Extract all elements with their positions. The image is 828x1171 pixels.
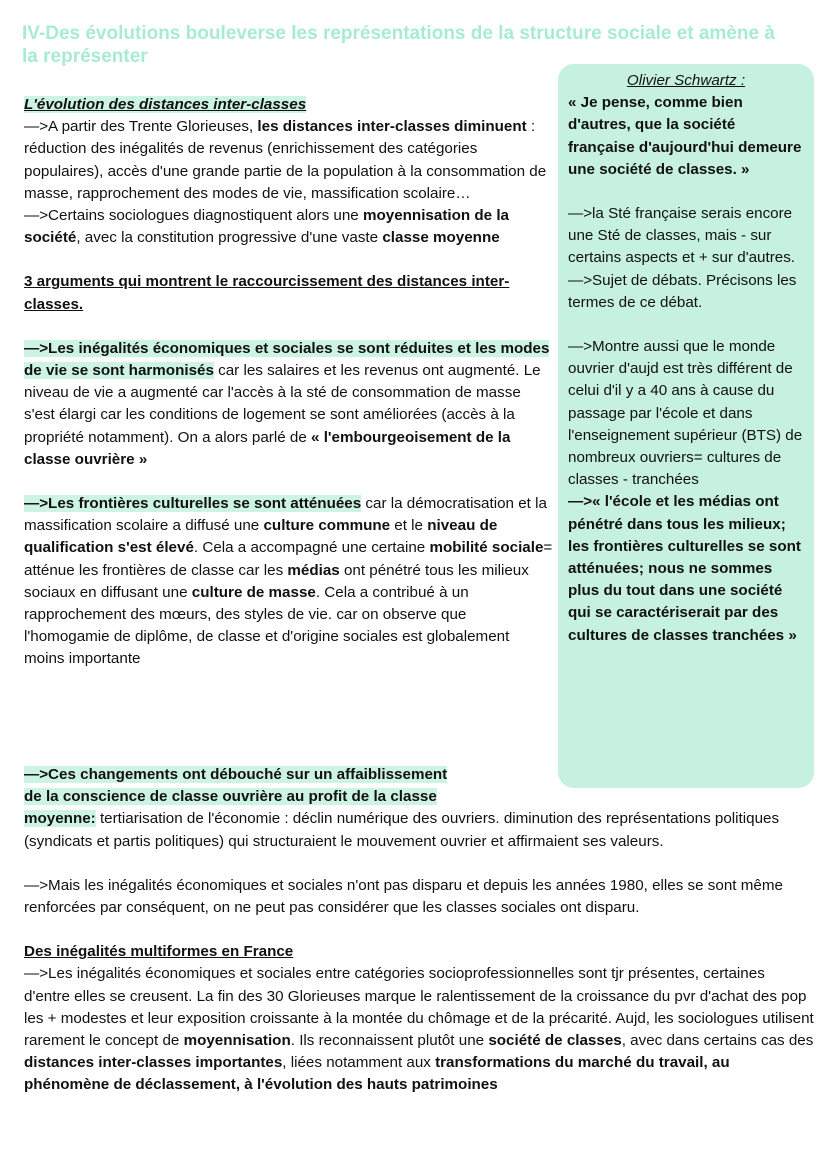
sidebar-paragraph-3: —>Montre aussi que le monde ouvrier d'aujd est très différent de celui d'il y a 40 ans à cause du passage par l'école et dans l'enseignement supérieur (BTS) de nombreux ouvriers= cultures de classes - tranchées	[568, 338, 803, 489]
section-heading-inter-classes: L'évolution des distances inter-classes	[24, 96, 307, 113]
lower-section	[24, 764, 814, 1097]
paragraph-moyennisation: —>Certains sociologues diagnostiquent alors une moyennisation de la société, avec la constitution progressive d'une vaste classe moyenne	[24, 207, 509, 247]
section-heading-arguments: 3 arguments qui montrent le raccourcissement des distances inter-classes.	[24, 273, 510, 313]
schwartz-sidebar	[558, 64, 814, 788]
sidebar-paragraph-1: —>la Sté française serais encore une Sté de classes, mais - sur certains aspects et + sur d'autres.	[568, 205, 796, 267]
sidebar-paragraph-2: —>Sujet de débats. Précisons les termes de ce débat.	[568, 271, 797, 311]
page-title: IV-Des évolutions bouleverse les représentations de la structure sociale et amène à la représenter	[22, 23, 775, 67]
section-heading-inegalites: Des inégalités multiformes en France	[24, 943, 294, 961]
sidebar-quote: « Je pense, comme bien d'autres, que la société française d'aujourd'hui demeure une société de classes. »	[568, 94, 802, 178]
paragraph-inegalites: —>Les inégalités économiques et sociales entre catégories socioprofessionnelles sont tjr présentes, certaines d'entre elles se creusent. La fin des 30 Glorieuses marque le ralentissement de la croissance du pvr d'achat des pop les + modestes et leur exposition croissante à la montée du chômage et de la précarité. Aujd, les sociologues utilisent rarement le concept de moyennisation. Ils reconnaissent plutôt une société de classes, avec dans certains cas des distances inter-classes importantes, liées notamment aux transformations du marché du travail, au phénomène de déclassement, à l'évolution des hauts patrimoines	[24, 965, 814, 1094]
main-column	[24, 94, 554, 671]
argument-2: —>Les frontières culturelles se sont atténuées car la démocratisation et la massification scolaire a diffusé une culture commune et le niveau de qualification s'est élevé. Cela a accompagné une certaine mobilité sociale= atténue les frontières de classe car les médias ont pénétré tous les milieux sociaux en diffusant une culture de masse. Cela a contribué à un rapprochement des mœurs, des styles de vie. car on observe que l'homogamie de diplôme, de classe et d'origine sociales est globalement moins importante	[24, 495, 553, 668]
sidebar-quote-2: —>« l'école et les médias ont pénétré dans tous les milieux; les frontières culturelles se sont atténuées; nous ne sommes plus du tout dans une société qui se caractériserait par des cultures de classes tranchées »	[568, 493, 801, 644]
argument-1: —>Les inégalités économiques et sociales se sont réduites et les modes de vie se sont harmonisés car les salaires et les revenus ont augmenté. Le niveau de vie a augmenté car l'accès à la sté de consommation de masse s'est élargi car les conditions de logement se sont améliorées (accès à la propriété notamment). On a alors parlé de « l'embourgeoisement de la classe ouvrière »	[24, 339, 550, 468]
argument-3: —>Ces changements ont débouché sur un affaiblissement de la conscience de classe ouvrière au profit de la classe moyenne: tertiarisation de l'économie : déclin numérique des ouvriers. diminution des représentations politiques (syndicats et partis politiques) qui structuraient le mouvement ouvrier et affirmaient ses valeurs.	[24, 766, 780, 850]
paragraph-trente-glorieuses: —>A partir des Trente Glorieuses, les distances inter-classes diminuent : réduction des inégalités de revenus (enrichissement des catégories populaires), accès d'une grande partie de la population à la consommation de masse, rapprochement des modes de vie, massification scolaire…	[24, 118, 547, 202]
sidebar-author: Olivier Schwartz :	[626, 72, 746, 89]
paragraph-mais: —>Mais les inégalités économiques et sociales n'ont pas disparu et depuis les années 1980, elles se sont même renforcées par conséquent, on ne peut pas considérer que les classes sociales ont disparu.	[24, 876, 783, 917]
